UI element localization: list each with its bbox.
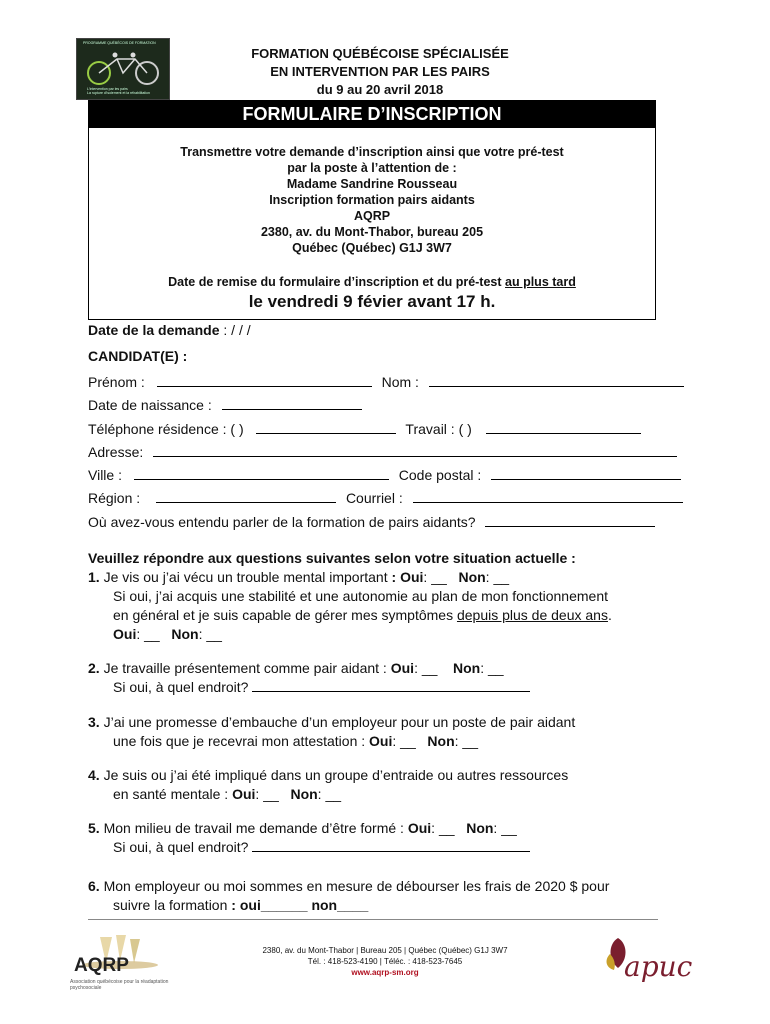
aqrp-logo [70,933,170,998]
question-3: 3. J’ai une promesse d’embauche d’un employeur pour un poste de pair aidant une fois que je recevrai mon attestation : Oui: __ Non: __ [88,714,576,749]
home-phone-field[interactable] [256,421,396,434]
ville-row: Ville : Code postal : [88,467,681,483]
apuc-logo [590,932,693,1002]
footer-phone: Tél. : 418-523-4190 | Téléc. : 418-523-7645 [307,957,463,966]
footer-address: 2380, av. du Mont-Thabor | Bureau 205 | Québec (Québec) G1J 3W7 [262,946,508,955]
adresse-row: Adresse: [88,444,677,460]
header-line-3: du 9 au 20 avril 2018 [316,82,444,97]
nom-label: Nom : [381,374,419,390]
footer-divider [88,919,658,920]
prenom-field[interactable] [157,374,372,387]
deadline-date: le vendredi 9 févier avant 17 h. [248,292,496,311]
q5-location-field[interactable] [252,839,530,852]
work-phone-field[interactable] [486,421,641,434]
aqrp-subtitle: Association québécoise pour la réadaptation psychosociale [70,979,169,991]
instruction-line: Québec (Québec) G1J 3W7 [292,241,452,255]
tandem-bicycle-icon [77,47,169,87]
naissance-row: Date de naissance : [88,397,362,413]
source-field[interactable] [485,514,655,527]
nom-field[interactable] [429,374,684,387]
apuc-wordmark: apuc [624,950,693,983]
request-date-field[interactable]: Date de la demande : / / / [88,322,251,338]
program-logo [76,38,170,100]
candidate-heading: CANDIDAT(E) : [88,348,188,364]
postal-code-field[interactable] [491,467,681,480]
prenom-nom-row [88,374,684,390]
question-5: 5. Mon milieu de travail me demande d’être formé : Oui: __ Non: __ Si oui, à quel endroit? [88,819,530,857]
deadline-text: Date de remise du formulaire d’inscription et du pré-test au plus tard [168,275,576,289]
prenom-label: Prénom : [88,374,145,390]
region-row: Région : Courriel : [88,490,683,506]
aqrp-wordmark: AQRP [74,955,129,976]
q2-location-field[interactable] [252,679,530,692]
telephone-row: Téléphone résidence : ( ) Travail : ( ) [88,421,641,437]
instruction-line: AQRP [353,209,391,223]
instruction-line: par la poste à l’attention de : [287,161,457,175]
address-field[interactable] [153,444,677,457]
logo-subtitle: L'intervention par les pairs La rupture d'isolement et la réhabilitation [87,87,150,95]
region-field[interactable] [156,490,336,503]
header-line-1: FORMATION QUÉBÉCOISE SPÉCIALISÉE [251,46,509,61]
city-field[interactable] [134,467,389,480]
question-1: 1. Je vis ou j’ai vécu un trouble mental important : Oui: __ Non: __ Si oui, j’ai acquis une stabilité et une autonomie au plan de mon fonctionnement en général et je suis capable de gérer mes symptômes depuis plus de deux ans. Oui: __ Non: __ [88,569,612,642]
logo-caption: PROGRAMME QUÉBÉCOIS DE FORMATION [83,41,156,45]
footer-url[interactable]: www.aqrp-sm.org [351,968,419,977]
instruction-line: Madame Sandrine Rousseau [286,177,458,191]
instruction-line: Inscription formation pairs aidants [269,193,475,207]
question-4: 4. Je suis ou j’ai été impliqué dans un groupe d’entraide ou autres ressources en santé mentale : Oui: __ Non: __ [88,767,569,802]
birthdate-field[interactable] [222,397,362,410]
question-2: 2. Je travaille présentement comme pair aidant : Oui: __ Non: __ Si oui, à quel endroit? [88,659,530,697]
header-line-2: EN INTERVENTION PAR LES PAIRS [270,64,490,79]
email-field[interactable] [413,490,683,503]
form-title: FORMULAIRE D’INSCRIPTION [88,100,656,128]
questions-intro: Veuillez répondre aux questions suivantes selon votre situation actuelle : [88,550,576,566]
source-row: Où avez-vous entendu parler de la formation de pairs aidants? [88,514,655,530]
question-6: 6. Mon employeur ou moi sommes en mesure de débourser les frais de 2020 $ pour suivre la formation : oui______ non____ [88,878,610,913]
instruction-line: Transmettre votre demande d’inscription ainsi que votre pré-test [180,145,564,159]
instruction-line: 2380, av. du Mont-Thabor, bureau 205 [260,225,484,239]
